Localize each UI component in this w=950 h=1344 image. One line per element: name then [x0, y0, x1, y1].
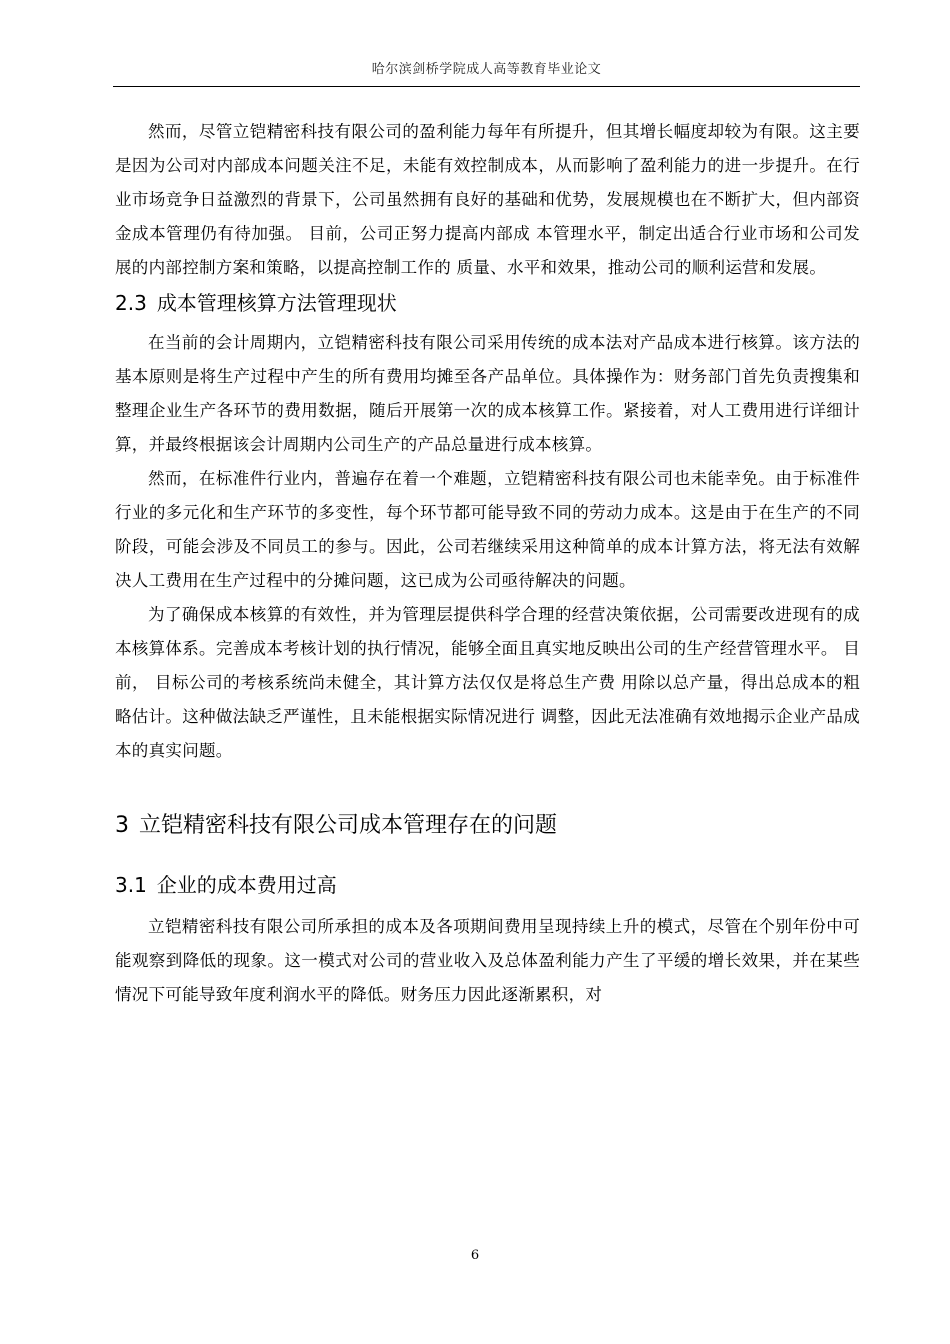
section-heading-3-1 — [115, 868, 860, 902]
paragraph-profitability: 然而，尽管立铠精密科技有限公司的盈利能力每年有所提升，但其增长幅度却较为有限。这主要是因为公司对内部成本问题关注不足，未能有效控制成本，从而影响了盈利能力的进一步提升。在行业市场竞争日益激烈的背景下，公司虽然拥有良好的基础和优势，发展规模也在不断扩大，但内部资金成本管理仍有待加强。 目前，公司正努力提高内部成 本管理水平，制定出适合行业市场和公司发展的内部控制方案和策略，以提高控制工作的 质量、水平和效果，推动公司的顺利运营和发展。 — [115, 122, 860, 277]
page-number: 6 — [470, 1248, 480, 1263]
running-header: 哈尔滨剑桥学院成人高等教育毕业论文 — [371, 62, 602, 77]
section-title: 企业的成本费用过高 — [156, 873, 337, 897]
paragraph-costing-method: 在当前的会计周期内，立铠精密科技有限公司采用传统的成本法对产品成本进行核算。该方法的基本原则是将生产过程中产生的所有费用均摊至各产品单位。具体操作为：财务部门首先负责搜集和整理企业生产各环节的费用数据，随后开展第一次的成本核算工作。紧接着，对人工费用进行详细计算，并最终根据该会计周期内公司生产的产品总量进行成本核算。 — [115, 333, 860, 454]
section-title: 成本管理核算方法管理现状 — [156, 291, 397, 315]
paragraph-industry-problem: 然而，在标准件行业内，普遍存在着一个难题，立铠精密科技有限公司也未能幸免。由于标准件行业的多元化和生产环节的多变性，每个环节都可能导致不同的劳动力成本。这是由于在生产的不同阶段，可能会涉及不同员工的参与。因此，公司若继续采用这种简单的成本计算方法，将无法有效解决人工费用在生产过程中的分摊问题，这已成为公司亟待解决的问题。 — [115, 469, 860, 590]
paragraph-improvement: 为了确保成本核算的有效性，并为管理层提供科学合理的经营决策依据，公司需要改进现有的成本核算体系。完善成本考核计划的执行情况，能够全面且真实地反映出公司的生产经营管理水平。 目前， 目标公司的考核系统尚未健全，其计算方法仅仅是将总生产费 用除以总产量，得出总成本的粗略估计。这种做法缺乏严谨性，且未能根据实际情况进行 调整，因此无法准确有效地揭示企业产品成本的真实问题。 — [115, 605, 860, 760]
header-rule — [113, 86, 860, 87]
chapter-title: 立铠精密科技有限公司成本管理存在的问题 — [139, 813, 558, 838]
section-number: 3.1 — [115, 873, 147, 897]
section-heading-2-3 — [115, 286, 860, 320]
paragraph-high-costs: 立铠精密科技有限公司所承担的成本及各项期间费用呈现持续上升的模式，尽管在个别年份中可能观察到降低的现象。这一模式对公司的营业收入及总体盈利能力产生了平缓的增长效果，并在某些情况下可能导致年度利润水平的降低。财务压力因此逐渐累积，对 — [115, 917, 860, 1004]
document-body — [115, 115, 860, 1012]
section-number: 2.3 — [115, 291, 147, 315]
chapter-number: 3 — [115, 813, 129, 838]
chapter-heading-3 — [115, 808, 860, 844]
